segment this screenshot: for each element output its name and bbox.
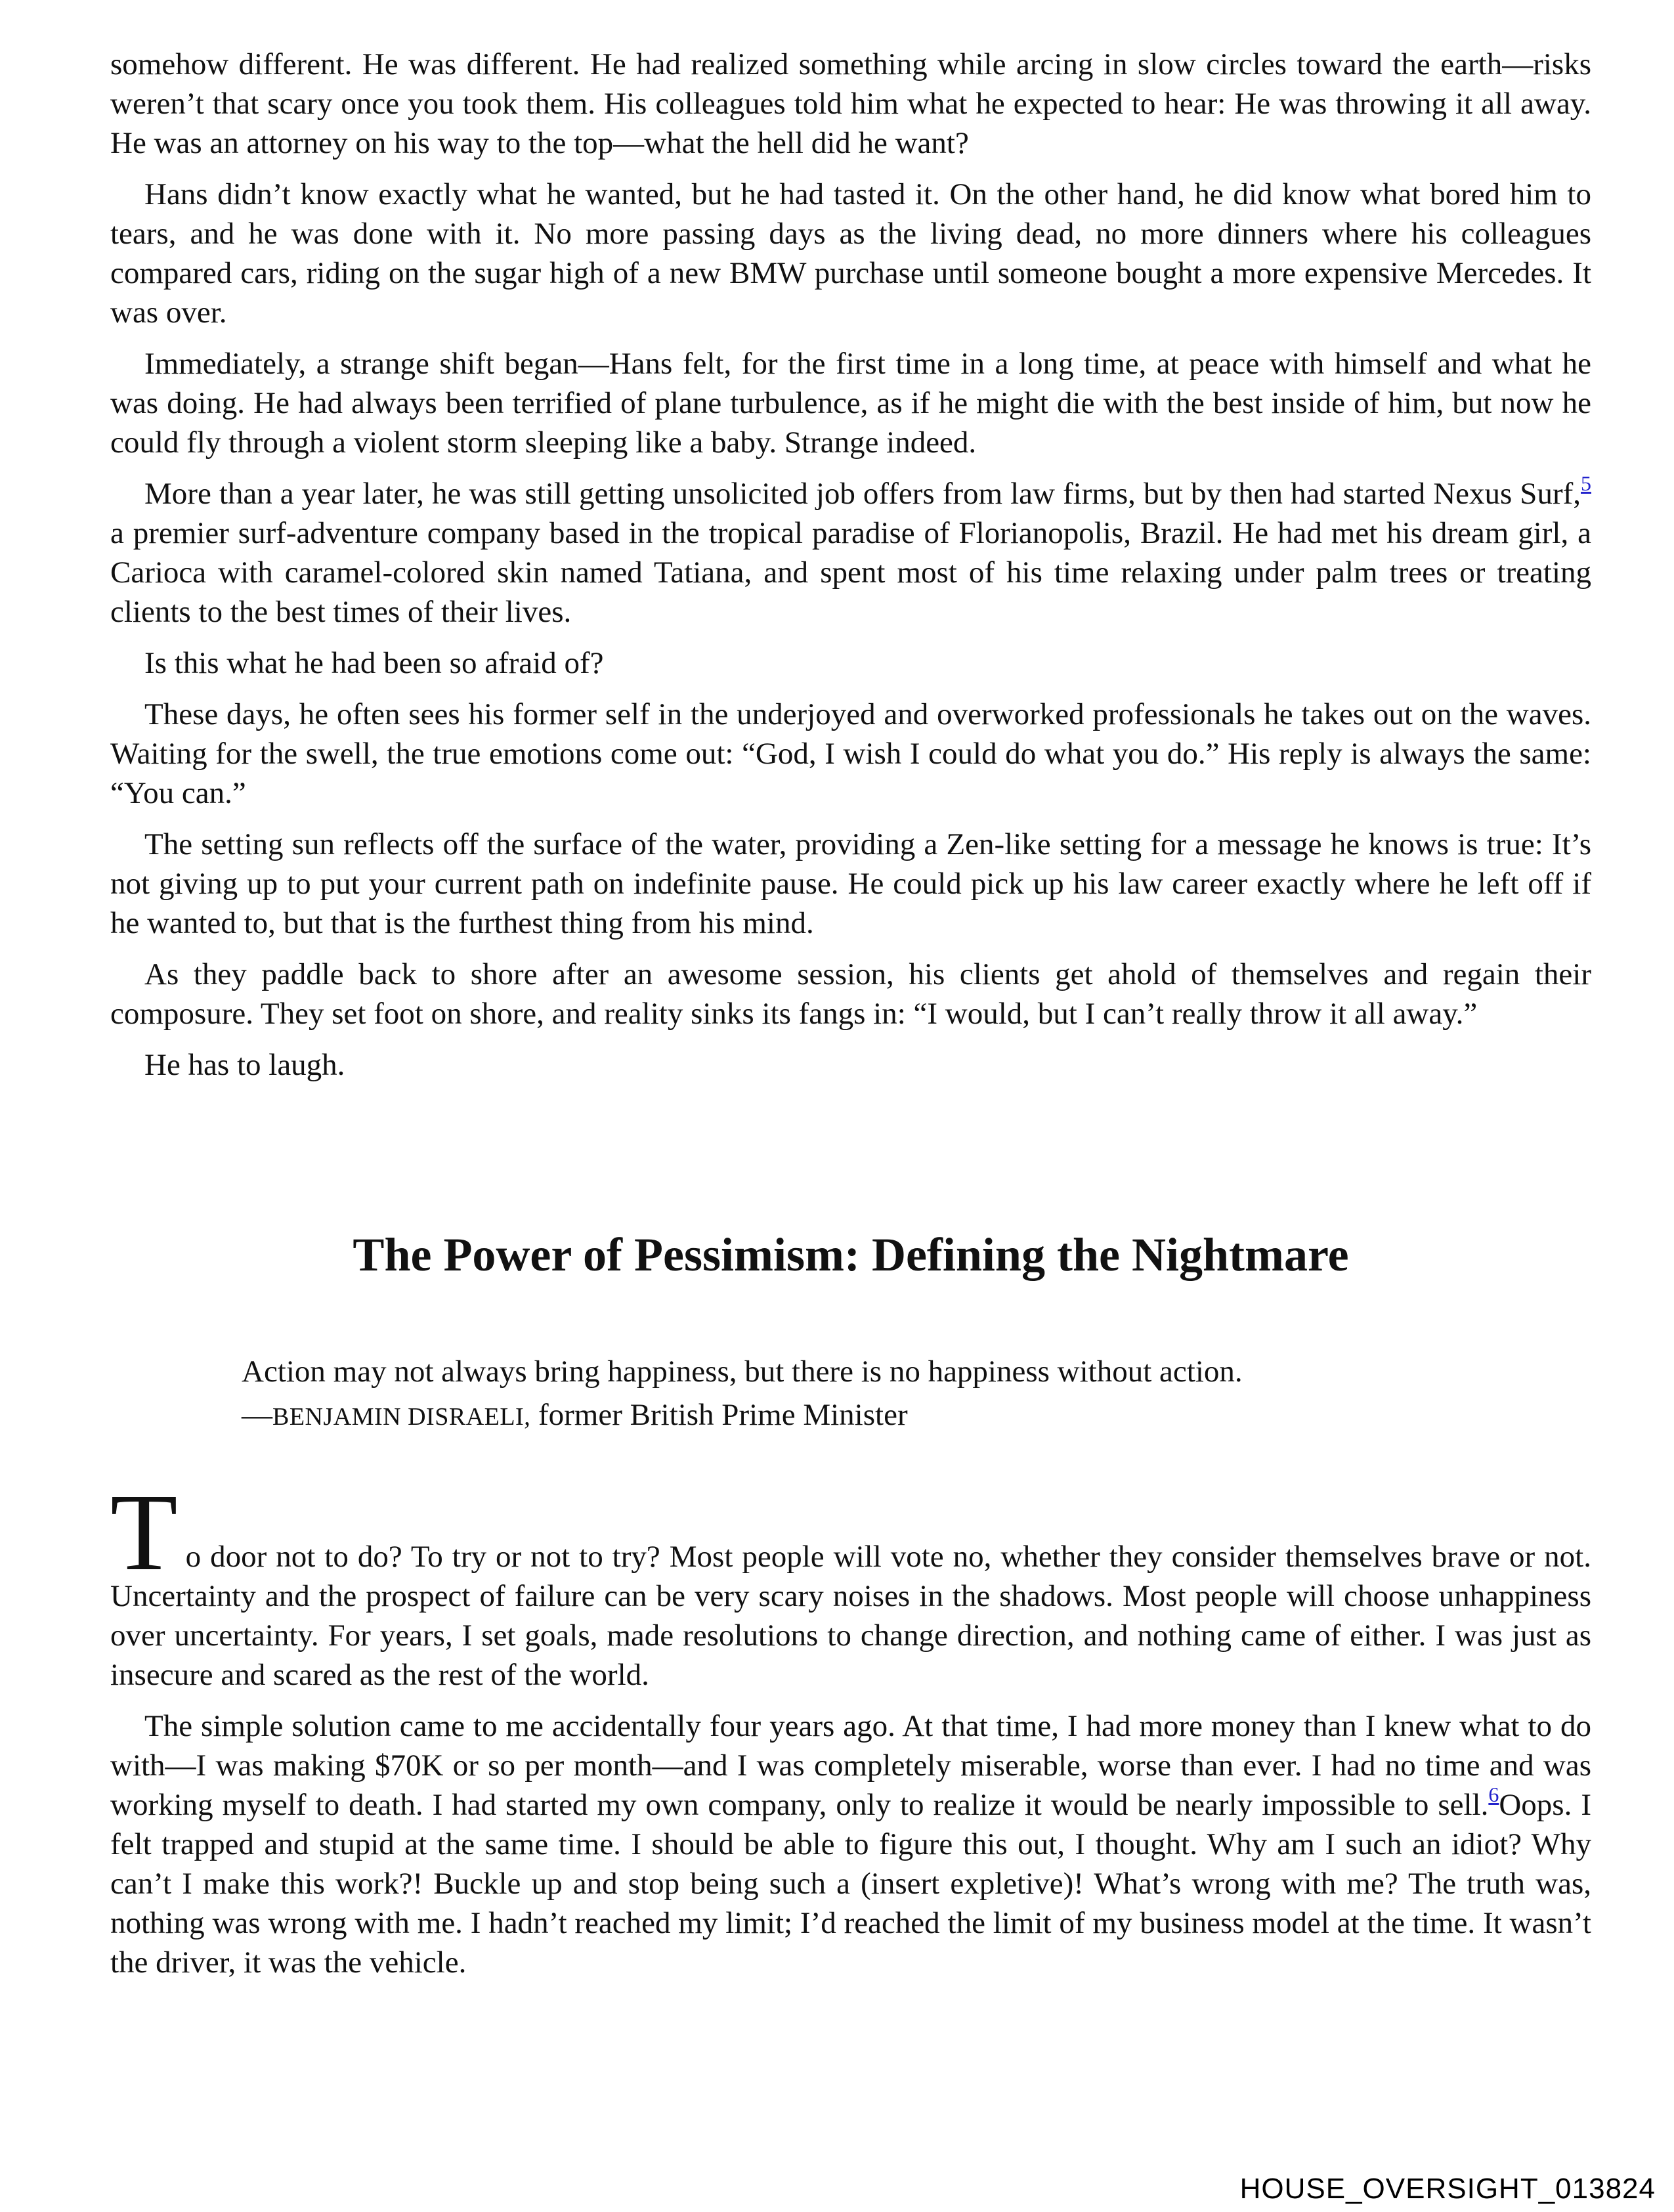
epigraph-attribution xyxy=(242,1395,1489,1437)
simple-solution-before: The simple solution came to me accidentally four years ago. At that time, I had more money than I knew what to do with—I was making $70K or so per month—and I was completely miserable, worse than ever. I had no time and was working myself to death. I had started my own company, only to realize it would be nearly impossible to sell. xyxy=(110,1709,1591,1822)
section-body xyxy=(110,1471,1591,1994)
paragraph-continued: somehow different. He was different. He had realized something while arcing in slow circles toward the earth—risks weren’t that scary once you took them. His colleagues told him what he expected to hear: He was throwing it all away. He was an attorney on his way to the top—what the hell did he want? xyxy=(110,47,1591,160)
drop-cap: T xyxy=(110,1471,178,1594)
nexus-text-before: More than a year later, he was still getting unsolicited job offers from law firms, but by then had started Nexus Surf, xyxy=(144,477,1581,511)
epigraph-author: BENJAMIN DISRAELI, xyxy=(272,1403,531,1431)
paragraph-setting-sun: The setting sun reflects off the surface of the water, providing a Zen-like setting for a message he knows is true: It’s not giving up to put your current path on indefinite pause. He could pick up his law career exactly where he left off if he wanted to, but that is the furthest thing from his mind. xyxy=(110,827,1591,940)
paragraph-paddle-back: As they paddle back to shore after an awesome session, his clients get ahold of themselves and regain their composure. They set foot on shore, and reality sinks its fangs in: “I would, but I can’t really throw it all away.” xyxy=(110,957,1591,1031)
bates-stamp: HOUSE_OVERSIGHT_013824 xyxy=(1239,2173,1656,2205)
epigraph xyxy=(242,1351,1489,1437)
epigraph-dash: — xyxy=(242,1398,272,1432)
paragraph-simple-solution xyxy=(110,1706,1591,1982)
paragraph-to-do-or-not xyxy=(110,1471,1591,1695)
footnote-link-5[interactable]: 5 xyxy=(1581,471,1591,495)
section-title: The Power of Pessimism: Defining the Nightmare xyxy=(353,1228,1349,1281)
simple-solution-after: Oops. I felt trapped and stupid at the same time. I should be able to figure this out, I thought. Why am I such an idiot? Why can’t I make this work?! Buckle up and stop being such a (insert expletive)! What’s wrong with me? The truth was, nothing was wrong with me. I hadn’t reached my limit; I’d reached the limit of my business model at the time. It wasn’t the driver, it was the vehicle. xyxy=(110,1788,1591,1980)
nexus-text-after: a premier surf-adventure company based in the tropical paradise of Florianopolis, Brazil. He had met his dream girl, a Carioca with caramel-colored skin named Tatiana, and spent most of his time relaxing under palm trees or treating clients to the best times of their lives. xyxy=(110,516,1591,629)
footnote-link-6[interactable]: 6 xyxy=(1488,1783,1499,1806)
paragraph-strange-shift: Immediately, a strange shift began—Hans felt, for the first time in a long time, at peace with himself and what he was doing. He had always been terrified of plane turbulence, as if he might die with the best inside of him, but now he could fly through a violent storm sleeping like a baby. Strange indeed. xyxy=(110,347,1591,460)
paragraph-these-days: These days, he often sees his former self in the underjoyed and overworked professionals he takes out on the waves. Waiting for the swell, the true emotions come out: “God, I wish I could do what you do.” His reply is always the same: “You can.” xyxy=(110,697,1591,810)
epigraph-quote: Action may not always bring happiness, but there is no happiness without action. xyxy=(242,1355,1243,1389)
page-content xyxy=(110,45,1591,1980)
paragraph-laugh: He has to laugh. xyxy=(144,1048,345,1082)
epigraph-role: former British Prime Minister xyxy=(530,1398,908,1432)
paragraph-hans-bored: Hans didn’t know exactly what he wanted, but he had tasted it. On the other hand, he did know what bored him to tears, and he was done with it. No more passing days as the living dead, no more dinners where his colleagues compared cars, riding on the sugar high of a new BMW purchase until someone bought a more expensive Mercedes. It was over. xyxy=(110,177,1591,330)
paragraph-to-do-or-not-text: o door not to do? To try or not to try? Most people will vote no, whether they consider themselves brave or not. Uncertainty and the prospect of failure can be very scary noises in the shadows. Most people will choose unhappiness over uncertainty. For years, I set goals, made resolutions to change direction, and nothing came of either. I was just as insecure and scared as the rest of the world. xyxy=(110,1540,1591,1692)
paragraph-nexus-surf xyxy=(110,471,1591,632)
paragraph-afraid-question: Is this what he had been so afraid of? xyxy=(144,646,604,680)
